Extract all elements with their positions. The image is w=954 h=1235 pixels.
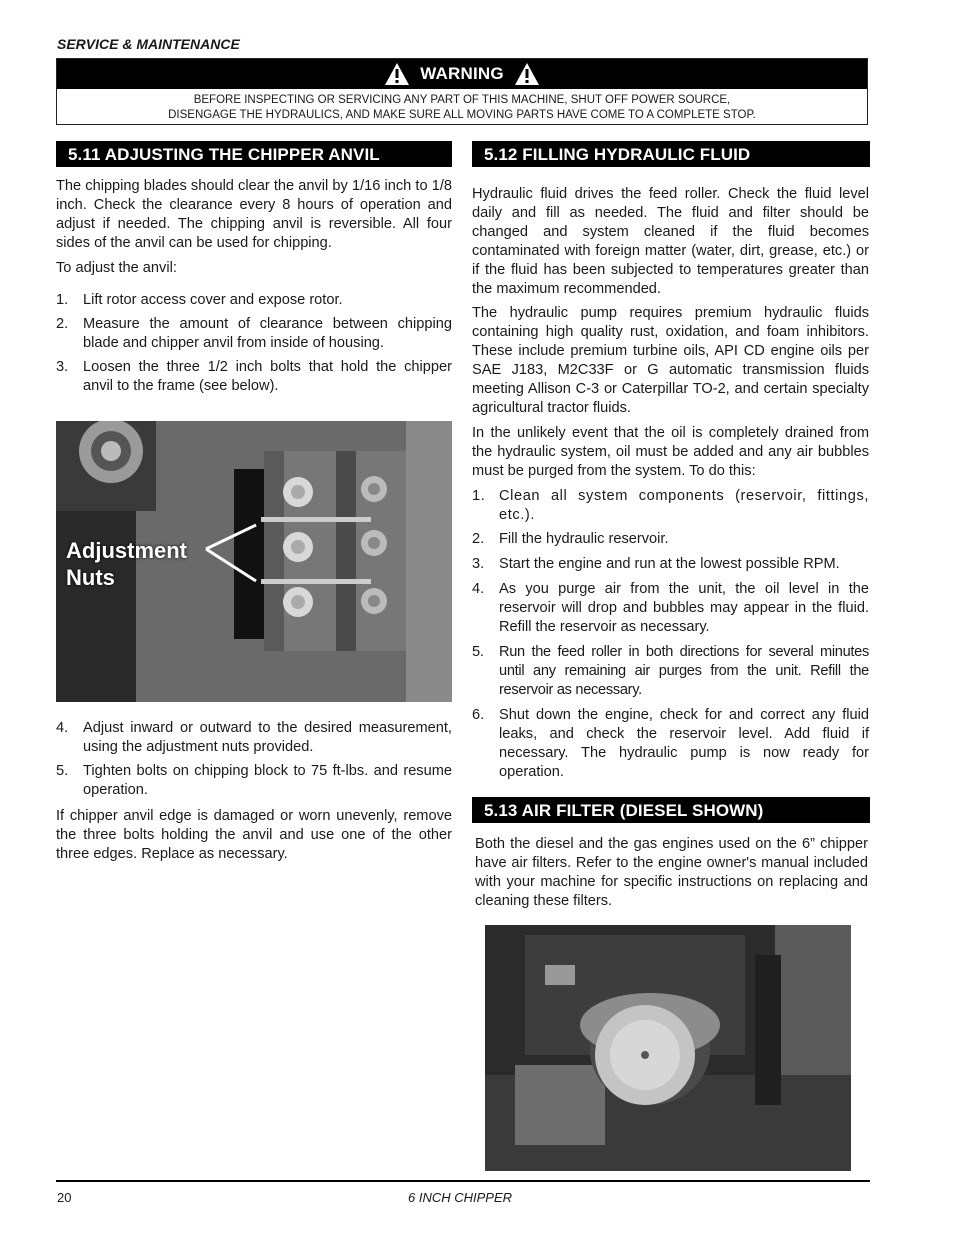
list-item: 3. Loosen the three 1/2 inch bolts that hold the chipper anvil to the frame (see below). <box>56 359 452 394</box>
warning-text <box>57 93 867 123</box>
warning-triangle-icon <box>514 62 540 86</box>
photo-callout <box>66 537 187 591</box>
anvil-intro-paragraph: The chipping blades should clear the anvil by 1/16 inch to 1/8 inch. Check the clearance every 8 hours of operation and adjust if needed. The chipping anvil is reversible. All four sides of the anvil can be used for chipping. <box>56 178 452 251</box>
section-5-12-heading: 5.12 FILLING HYDRAULIC FLUID <box>472 141 870 167</box>
photo-callout-line-1: Adjustment <box>66 538 187 563</box>
list-item: 6. Shut down the engine, check for and correct any fluid leaks, and check the reservoir level. Add fluid if necessary. The hydraulic pump is now ready for operation. <box>472 707 869 780</box>
warning-title: WARNING <box>420 64 504 83</box>
hydraulic-steps-list <box>472 487 869 782</box>
list-item: 3. Start the engine and run at the lowest possible RPM. <box>472 556 840 572</box>
hydraulic-intro-paragraph: Hydraulic fluid drives the feed roller. Check the fluid level daily and fill as needed. The fluid and filter should be changed and system cleaned if the fluid becomes contaminated with foreign matter (water, dirt, grease, etc.) or if the fluid has been subjected to temperatures greater than the maximum recommended. <box>472 186 869 297</box>
list-item: 4. As you purge air from the unit, the oil level in the reservoir will drop and bubbles may appear in the fluid. Refill the reservoir as necessary. <box>472 581 869 635</box>
page-number: 20 <box>57 1190 72 1205</box>
air-filter-photo-illustration <box>485 925 851 1171</box>
list-item: 4. Adjust inward or outward to the desired measurement, using the adjustment nuts provided. <box>56 720 452 755</box>
warning-line-1: BEFORE INSPECTING OR SERVICING ANY PART OF THIS MACHINE, SHUT OFF POWER SOURCE, <box>193 94 731 106</box>
list-item: 1. Clean all system components (reservoir, fittings, etc.). <box>472 488 869 523</box>
photo-callout-line-2: Nuts <box>66 565 115 590</box>
footer-rule <box>56 1180 870 1182</box>
warning-line-2: DISENGAGE THE HYDRAULICS, AND MAKE SURE ALL MOVING PARTS HAVE COME TO A COMPLETE STOP. <box>168 109 756 121</box>
air-filter-paragraph: Both the diesel and the gas engines used on the 6” chipper have air filters. Refer to the engine owner's manual included with your machine for specific instructions on replacing and cleaning these filters. <box>475 836 868 909</box>
anvil-adjust-lead: To adjust the anvil: <box>56 260 177 276</box>
anvil-replace-paragraph: If chipper anvil edge is damaged or worn unevenly, remove the three bolts holding the anvil and use one of the other three edges. Replace as necessary. <box>56 808 452 862</box>
warning-triangle-icon <box>384 62 410 86</box>
list-item: 5. Run the feed roller in both directions for several minutes until any remaining air purges from the unit. Refill the reservoir as necessary. <box>472 644 869 698</box>
list-item: 2. Measure the amount of clearance between chipping blade and chipper anvil from inside of housing. <box>56 316 452 351</box>
running-header: SERVICE & MAINTENANCE <box>57 36 240 52</box>
document-title: 6 INCH CHIPPER <box>408 1190 513 1205</box>
air-filter-photo <box>485 925 851 1171</box>
list-item: 1. Lift rotor access cover and expose rotor. <box>56 292 343 308</box>
anvil-steps-list-1 <box>56 291 452 396</box>
warning-banner <box>57 59 867 89</box>
warning-box <box>56 58 868 125</box>
section-5-11-heading: 5.11 ADJUSTING THE CHIPPER ANVIL <box>56 141 452 167</box>
list-item: 2. Fill the hydraulic reservoir. <box>472 531 669 547</box>
list-item: 5. Tighten bolts on chipping block to 75 ft-lbs. and resume operation. <box>56 763 452 798</box>
anvil-steps-list-2 <box>56 719 452 800</box>
hydraulic-purge-paragraph: In the unlikely event that the oil is completely drained from the hydraulic system, oil must be added and any air bubbles must be purged from the system. To do this: <box>472 425 869 479</box>
hydraulic-fluid-types-paragraph: The hydraulic pump requires premium hydraulic fluids containing high quality rust, oxidation, and foam inhibitors. These include premium turbine oils, API CD engine oils per SAE J183, M2C33F or G automatic transmission fluids meeting Allison C-3 or Caterpillar TO-2, and certain specialty agricultural tractor fluids. <box>472 305 869 416</box>
section-5-13-heading: 5.13 AIR FILTER (DIESEL SHOWN) <box>472 797 870 823</box>
anvil-photo <box>56 421 452 702</box>
